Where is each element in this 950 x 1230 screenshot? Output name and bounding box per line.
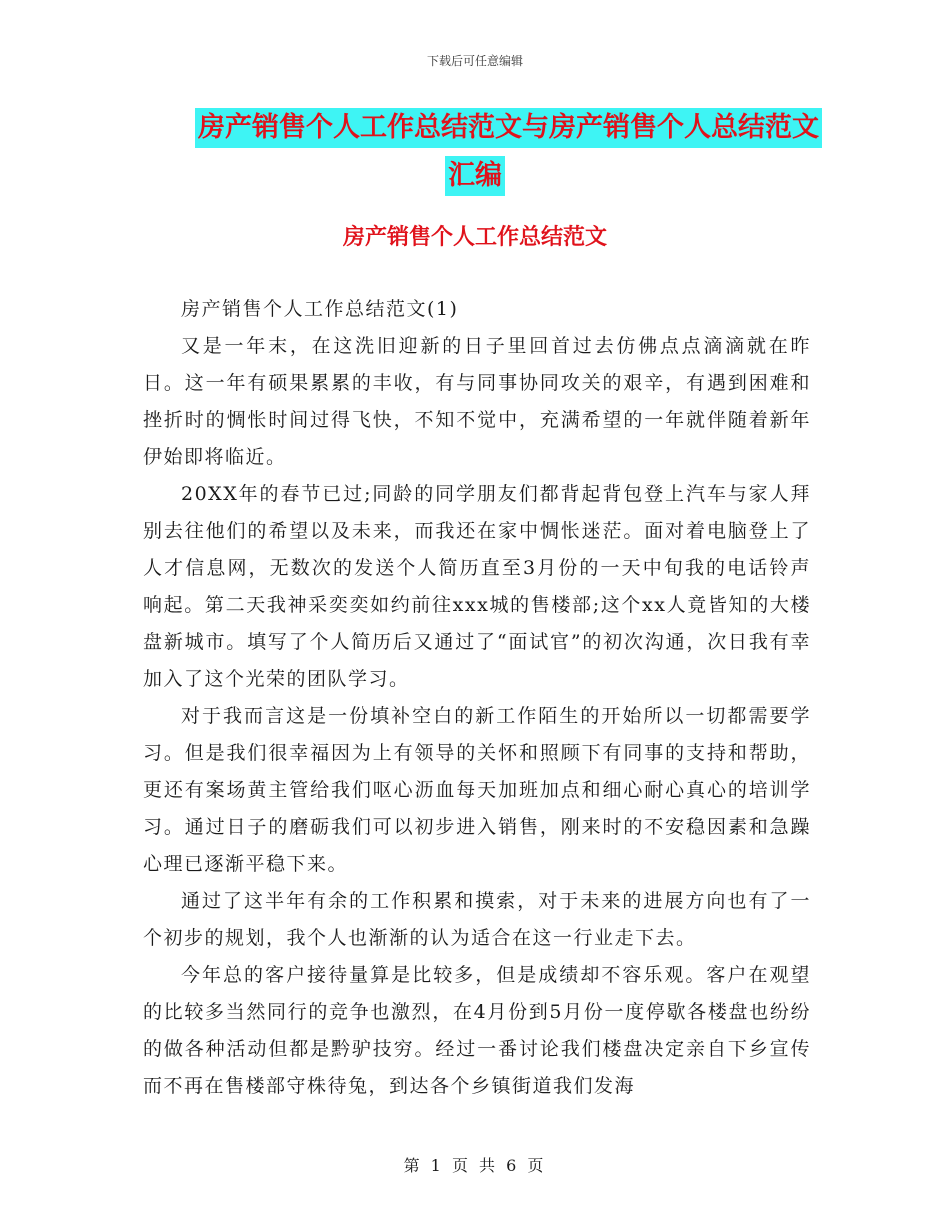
paragraph-subtitle: 房产销售个人工作总结范文(1): [181, 298, 459, 320]
paragraph: 通过了这半年有余的工作积累和摸索，对于未来的进展方向也有了一个初步的规划，我个人也渐渐的认为适合在这一行业走下去。: [143, 890, 811, 949]
paragraph: 对于我而言这是一份填补空白的新工作陌生的开始所以一切都需要学习。但是我们很幸福因为上有领导的关怀和照顾下有同事的支持和帮助，更还有案场黄主管给我们呕心沥血每天加班加点和细心耐心真心的培训学习。通过日子的磨砺我们可以初步进入销售，刚来时的不安稳因素和急躁心理已逐渐平稳下来。: [143, 705, 811, 875]
title-line-1: 房产销售个人工作总结范文与房产销售个人总结范文: [195, 108, 822, 148]
document-title: [140, 108, 819, 204]
page-footer: 第 1 页 共 6 页: [403, 1156, 547, 1175]
title-line-2: 汇编: [445, 156, 505, 196]
section-title: 房产销售个人工作总结范文: [342, 224, 607, 250]
paragraph: 20XX年的春节已过;同龄的同学朋友们都背起背包登上汽车与家人拜别去往他们的希望以及未来，而我还在家中惆怅迷茫。面对着电脑登上了人才信息网，无数次的发送个人简历直至3月份的一天中旬我的电话铃声响起。第二天我神采奕奕如约前往xxx城的售楼部;这个xx人竟皆知的大楼盘新城市。填写了个人简历后又通过了“面试官”的初次沟通，次日我有幸加入了这个光荣的团队学习。: [143, 483, 811, 690]
page-header: 下载后可任意编辑: [426, 54, 523, 68]
paragraph: 今年总的客户接待量算是比较多，但是成绩却不容乐观。客户在观望的比较多当然同行的竞争也激烈，在4月份到5月份一度停歇各楼盘也纷纷的做各种活动但都是黔驴技穷。经过一番讨论我们楼盘决定亲自下乡宣传而不再在售楼部守株待兔，到达各个乡镇街道我们发海: [143, 964, 811, 1097]
paragraph: 又是一年末，在这洗旧迎新的日子里回首过去仿佛点点滴滴就在昨日。这一年有硕果累累的丰收，有与同事协同攻关的艰辛，有遇到困难和挫折时的惆怅时间过得飞快，不知不觉中，充满希望的一年就伴随着新年伊始即将临近。: [143, 335, 811, 468]
body-content: [143, 291, 811, 1105]
